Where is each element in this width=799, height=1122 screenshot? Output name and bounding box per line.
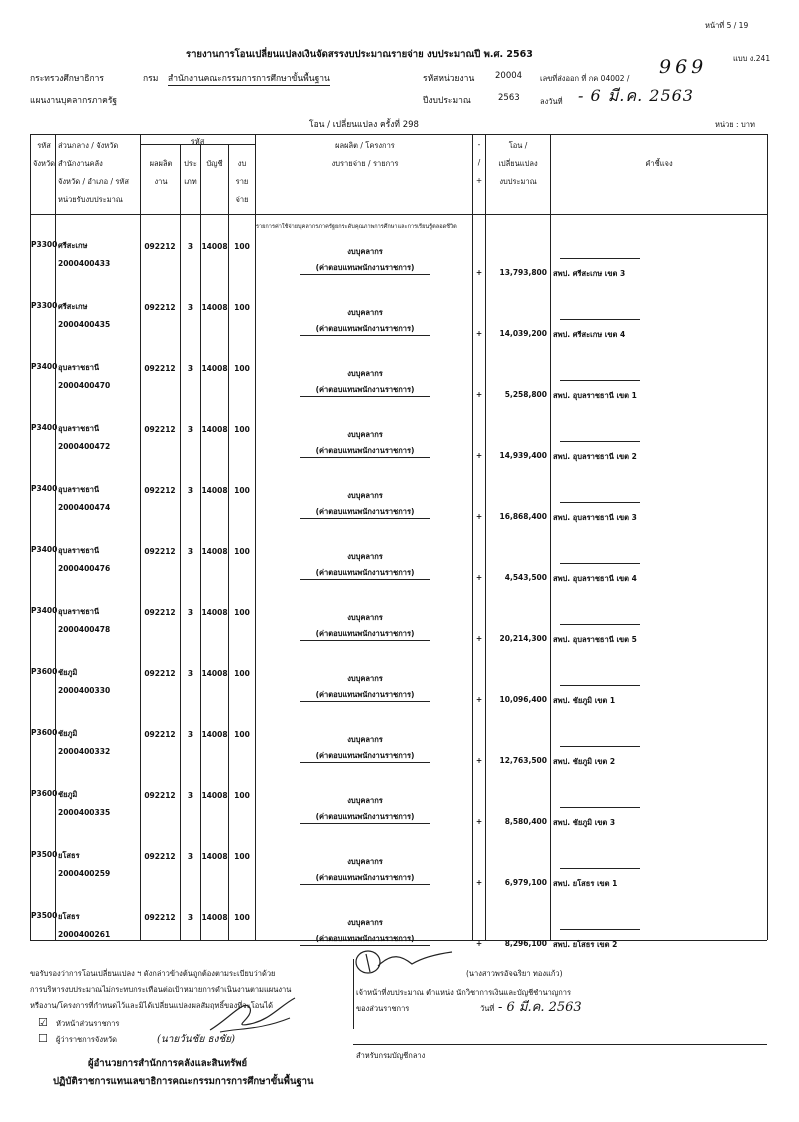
row-9-amount: 12,763,500 <box>499 756 547 765</box>
row-8-output: 092212 <box>144 669 176 678</box>
row-11-unit: 2000400259 <box>58 869 111 878</box>
row-1-sign: + <box>475 268 483 277</box>
row-12-prov: P3500 <box>31 911 58 920</box>
row-4-sign: + <box>475 451 483 460</box>
row-7-amount: 20,214,300 <box>499 634 547 643</box>
row-11-item1: งบบุคลากร <box>347 857 383 866</box>
header-c3-line-2: งาน <box>154 177 168 186</box>
row-7-item1: งบบุคลากร <box>347 613 383 622</box>
row-2-acct: 14008 <box>201 303 228 312</box>
cgd-label: สำหรับกรมบัญชีกลาง <box>356 1051 426 1060</box>
header-c1-line-2: จังหวัด <box>32 159 56 168</box>
row-8-item-rule <box>300 701 430 702</box>
row-3-type: 3 <box>187 364 194 373</box>
header-c10-line-1: คำชี้แจง <box>645 159 673 168</box>
row-12-note: สพป. ยโสธร เขต 2 <box>553 940 618 949</box>
row-6-type: 3 <box>187 547 194 556</box>
row-10-note: สพป. ชัยภูมิ เขต 3 <box>553 818 616 827</box>
row-7-sign: + <box>475 634 483 643</box>
row-12-budget: 100 <box>234 913 250 922</box>
header-c4-line-2: เภท <box>184 177 197 186</box>
row-11-budget: 100 <box>234 852 250 861</box>
signature-left <box>190 988 300 1038</box>
row-9-sign: + <box>475 756 483 765</box>
row-5-name: อุบลราชธานี <box>58 485 100 494</box>
row-7-budget: 100 <box>234 608 250 617</box>
certify-line-1: ขอรับรองว่าการโอนเปลี่ยนแปลง ฯ ดังกล่าวข้างต้นถูกต้องตามระเบียบว่าด้วย <box>30 969 276 978</box>
ministry-label: กระทรวงศึกษาธิการ <box>30 74 104 84</box>
row-5-prov: P3400 <box>31 484 58 493</box>
row-11-note: สพป. ยโสธร เขต 1 <box>553 879 618 888</box>
row-4-amount: 14,939,400 <box>499 451 547 460</box>
row-4-unit: 2000400472 <box>58 442 111 451</box>
row-11-note-rule <box>560 868 640 869</box>
row-4-note: สพป. อุบลราชธานี เขต 2 <box>553 452 637 461</box>
row-12-item2: (ค่าตอบแทนพนักงานราชการ) <box>315 934 415 943</box>
row-9-type: 3 <box>187 730 194 739</box>
row-2-prov: P3300 <box>31 301 58 310</box>
header-c2-line-1: ส่วนกลาง / จังหวัด <box>58 141 119 150</box>
form-code: แบบ ง.241 <box>733 54 771 63</box>
row-10-prov: P3600 <box>31 789 58 798</box>
header-c9-line-3: งบประมาณ <box>499 177 537 186</box>
row-5-acct: 14008 <box>201 486 228 495</box>
header-c8-line-1: - <box>477 140 481 149</box>
row-6-output: 092212 <box>144 547 176 556</box>
row-9-note: สพป. ชัยภูมิ เขต 2 <box>553 757 616 766</box>
agency-code-label: รหัสหน่วยงาน <box>423 74 475 84</box>
row-2-unit: 2000400435 <box>58 320 111 329</box>
row-4-budget: 100 <box>234 425 250 434</box>
row-3-item2: (ค่าตอบแทนพนักงานราชการ) <box>315 385 415 394</box>
row-7-item-rule <box>300 640 430 641</box>
row-8-amount: 10,096,400 <box>499 695 547 704</box>
row-7-acct: 14008 <box>201 608 228 617</box>
row-5-type: 3 <box>187 486 194 495</box>
row-9-item1: งบบุคลากร <box>347 735 383 744</box>
row-10-unit: 2000400335 <box>58 808 111 817</box>
row-3-amount: 5,258,800 <box>504 390 547 399</box>
row-2-name: ศรีสะเกษ <box>58 302 88 311</box>
row-4-item2: (ค่าตอบแทนพนักงานราชการ) <box>315 446 415 455</box>
signature-right <box>352 946 462 976</box>
row-7-type: 3 <box>187 608 194 617</box>
header-c7-line-2: งบรายจ่าย / รายการ <box>331 159 399 168</box>
header-c7-line-1: ผลผลิต / โครงการ <box>335 141 395 150</box>
row-8-budget: 100 <box>234 669 250 678</box>
row-5-item1: งบบุคลากร <box>347 491 383 500</box>
row-4-item1: งบบุคลากร <box>347 430 383 439</box>
row-7-note: สพป. อุบลราชธานี เขต 5 <box>553 635 637 644</box>
row-1-acct: 14008 <box>201 242 228 251</box>
row-5-budget: 100 <box>234 486 250 495</box>
row-6-prov: P3400 <box>31 545 58 554</box>
department-label: กรม <box>143 74 159 84</box>
row-1-budget: 100 <box>234 242 250 251</box>
header-c4-line-1: ประ <box>184 159 197 168</box>
row-2-item-rule <box>300 335 430 336</box>
row-6-amount: 4,543,500 <box>504 573 547 582</box>
project-note: รายการค่าใช้จ่ายบุคลากรภาครัฐยกระดับคุณภาพการศึกษาและการเรียนรู้ตลอดชีวิต <box>256 224 457 230</box>
row-4-acct: 14008 <box>201 425 228 434</box>
check-label-head: หัวหน้าส่วนราชการ <box>56 1019 120 1028</box>
page-number: หน้าที่ 5 / 19 <box>705 21 749 30</box>
row-12-note-rule <box>560 929 640 930</box>
row-12-unit: 2000400261 <box>58 930 111 939</box>
row-8-item2: (ค่าตอบแทนพนักงานราชการ) <box>315 690 415 699</box>
row-11-name: ยโสธร <box>58 851 80 860</box>
row-3-note: สพป. อุบลราชธานี เขต 1 <box>553 391 637 400</box>
row-10-item-rule <box>300 823 430 824</box>
signer-title-2: ปฏิบัติราชการแทนเลขาธิการคณะกรรมการการศึกษาขั้นพื้นฐาน <box>53 1076 314 1087</box>
unit-label: หน่วย : บาท <box>715 120 755 129</box>
row-12-item1: งบบุคลากร <box>347 918 383 927</box>
row-3-note-rule <box>560 380 640 381</box>
checkbox-governor[interactable]: ☐ <box>38 1032 48 1045</box>
row-11-item2: (ค่าตอบแทนพนักงานราชการ) <box>315 873 415 882</box>
row-9-prov: P3600 <box>31 728 58 737</box>
header-c1-line-1: รหัส <box>37 141 51 150</box>
row-11-acct: 14008 <box>201 852 228 861</box>
header-c2-line-3: จังหวัด / อำเภอ / รหัส <box>58 177 129 186</box>
row-5-output: 092212 <box>144 486 176 495</box>
agency-code: 20004 <box>495 71 523 81</box>
row-5-item2: (ค่าตอบแทนพนักงานราชการ) <box>315 507 415 516</box>
row-8-acct: 14008 <box>201 669 228 678</box>
officer-name: (นางสาวพรอัจฉริยา ทองแก้ว) <box>466 969 563 978</box>
row-6-item-rule <box>300 579 430 580</box>
header-c2-line-4: หน่วยรับงบประมาณ <box>58 195 123 204</box>
row-8-item1: งบบุคลากร <box>347 674 383 683</box>
row-1-prov: P3300 <box>31 240 58 249</box>
row-4-output: 092212 <box>144 425 176 434</box>
row-9-item-rule <box>300 762 430 763</box>
row-6-budget: 100 <box>234 547 250 556</box>
row-1-unit: 2000400433 <box>58 259 111 268</box>
date-value: - 6 มี.ค. 2563 <box>578 86 694 105</box>
header-c9-line-1: โอน / <box>508 141 528 150</box>
fiscal-year-label: ปีงบประมาณ <box>423 96 471 106</box>
doc-number: 969 <box>659 56 708 78</box>
row-6-unit: 2000400476 <box>58 564 111 573</box>
row-10-item1: งบบุคลากร <box>347 796 383 805</box>
row-9-budget: 100 <box>234 730 250 739</box>
row-6-item2: (ค่าตอบแทนพนักงานราชการ) <box>315 568 415 577</box>
row-8-name: ชัยภูมิ <box>58 668 78 677</box>
officer-line-1: เจ้าหน้าที่งบประมาณ ตำแหน่ง นักวิชาการเงินและบัญชีชำนาญการ <box>356 988 571 997</box>
row-8-note-rule <box>560 685 640 686</box>
row-6-sign: + <box>475 573 483 582</box>
row-11-sign: + <box>475 878 483 887</box>
row-1-note-rule <box>560 258 640 259</box>
row-10-output: 092212 <box>144 791 176 800</box>
row-7-note-rule <box>560 624 640 625</box>
header-c6-line-1: งบ <box>237 159 247 168</box>
row-3-prov: P3400 <box>31 362 58 371</box>
row-2-type: 3 <box>187 303 194 312</box>
row-2-sign: + <box>475 329 483 338</box>
row-9-item2: (ค่าตอบแทนพนักงานราชการ) <box>315 751 415 760</box>
row-11-type: 3 <box>187 852 194 861</box>
row-8-prov: P3600 <box>31 667 58 676</box>
fiscal-year: 2563 <box>498 93 520 103</box>
row-11-amount: 6,979,100 <box>504 878 547 887</box>
row-4-item-rule <box>300 457 430 458</box>
row-7-output: 092212 <box>144 608 176 617</box>
row-3-budget: 100 <box>234 364 250 373</box>
row-8-type: 3 <box>187 669 194 678</box>
row-9-unit: 2000400332 <box>58 747 111 756</box>
header-c8-line-3: + <box>475 176 483 185</box>
doc-number-label: เลขที่ส่งออก ที่ กค 04002 / <box>540 74 630 83</box>
row-11-prov: P3500 <box>31 850 58 859</box>
row-1-note: สพป. ศรีสะเกษ เขต 3 <box>553 269 626 278</box>
certify-line-2: การบริหารงบประมาณไม่กระทบกระเทือนต่อเป้าหมายการดำเนินงานตามแผนงาน <box>30 985 292 994</box>
row-12-name: ยโสธร <box>58 912 80 921</box>
row-2-budget: 100 <box>234 303 250 312</box>
department-value: สำนักงานคณะกรรมการการศึกษาขั้นพื้นฐาน <box>168 71 330 86</box>
row-12-sign: + <box>475 939 483 948</box>
report-title: รายงานการโอนเปลี่ยนแปลงเงินจัดสรรงบประมาณรายจ่าย งบประมาณปี พ.ศ. 2563 <box>186 49 533 60</box>
row-10-sign: + <box>475 817 483 826</box>
certify-line-3: หรืองาน/โครงการที่กำหนดไว้และมิได้เปลี่ยนแปลงผลสัมฤทธิ์ของที่จะโอนได้ <box>30 1001 274 1010</box>
footer-rule <box>353 1044 767 1045</box>
row-4-note-rule <box>560 441 640 442</box>
row-10-item2: (ค่าตอบแทนพนักงานราชการ) <box>315 812 415 821</box>
row-5-unit: 2000400474 <box>58 503 111 512</box>
row-7-item2: (ค่าตอบแทนพนักงานราชการ) <box>315 629 415 638</box>
row-11-output: 092212 <box>144 852 176 861</box>
row-1-amount: 13,793,800 <box>499 268 547 277</box>
row-12-output: 092212 <box>144 913 176 922</box>
row-9-output: 092212 <box>144 730 176 739</box>
row-2-amount: 14,039,200 <box>499 329 547 338</box>
plan-label: แผนงานบุคลากรภาครัฐ <box>30 96 118 106</box>
row-3-item-rule <box>300 396 430 397</box>
row-2-note-rule <box>560 319 640 320</box>
row-12-acct: 14008 <box>201 913 228 922</box>
row-5-amount: 16,868,400 <box>499 512 547 521</box>
row-7-name: อุบลราชธานี <box>58 607 100 616</box>
row-2-item2: (ค่าตอบแทนพนักงานราชการ) <box>315 324 415 333</box>
header-c5-line-1: บัญชี <box>206 159 223 168</box>
transfer-number: โอน / เปลี่ยนแปลง ครั้งที่ 298 <box>309 120 419 130</box>
row-2-note: สพป. ศรีสะเกษ เขต 4 <box>553 330 626 339</box>
row-5-sign: + <box>475 512 483 521</box>
row-4-name: อุบลราชธานี <box>58 424 100 433</box>
row-1-item1: งบบุคลากร <box>347 247 383 256</box>
row-1-name: ศรีสะเกษ <box>58 241 88 250</box>
row-6-item1: งบบุคลากร <box>347 552 383 561</box>
header-c6-line-2: ราย <box>235 177 249 186</box>
row-10-budget: 100 <box>234 791 250 800</box>
row-2-output: 092212 <box>144 303 176 312</box>
officer-line-2: ของส่วนราชการ <box>356 1004 410 1013</box>
row-4-type: 3 <box>187 425 194 434</box>
row-4-prov: P3400 <box>31 423 58 432</box>
row-7-prov: P3400 <box>31 606 58 615</box>
row-5-note: สพป. อุบลราชธานี เขต 3 <box>553 513 637 522</box>
row-7-unit: 2000400478 <box>58 625 111 634</box>
header-c2-line-2: สำนักงานคลัง <box>58 159 103 168</box>
row-6-name: อุบลราชธานี <box>58 546 100 555</box>
row-1-type: 3 <box>187 242 194 251</box>
row-12-amount: 8,296,100 <box>504 939 547 948</box>
row-3-acct: 14008 <box>201 364 228 373</box>
date-label: ลงวันที่ <box>540 97 563 106</box>
row-8-sign: + <box>475 695 483 704</box>
row-6-note-rule <box>560 563 640 564</box>
officer-date: - 6 มี.ค. 2563 <box>498 1000 582 1015</box>
row-10-name: ชัยภูมิ <box>58 790 78 799</box>
row-3-output: 092212 <box>144 364 176 373</box>
row-8-unit: 2000400330 <box>58 686 111 695</box>
row-1-item-rule <box>300 274 430 275</box>
header-c6-line-3: จ่าย <box>235 195 249 204</box>
row-2-item1: งบบุคลากร <box>347 308 383 317</box>
row-3-name: อุบลราชธานี <box>58 363 100 372</box>
row-11-item-rule <box>300 884 430 885</box>
signer-title-1: ผู้อำนวยการสำนักการคลังและสินทรัพย์ <box>88 1058 248 1069</box>
row-12-type: 3 <box>187 913 194 922</box>
row-9-name: ชัยภูมิ <box>58 729 78 738</box>
row-8-note: สพป. ชัยภูมิ เขต 1 <box>553 696 616 705</box>
header-c8-line-2: / <box>477 158 481 167</box>
row-10-type: 3 <box>187 791 194 800</box>
row-9-acct: 14008 <box>201 730 228 739</box>
row-6-note: สพป. อุบลราชธานี เขต 4 <box>553 574 637 583</box>
header-c9-line-2: เปลี่ยนแปลง <box>498 159 538 168</box>
row-3-sign: + <box>475 390 483 399</box>
header-code-group: รหัส <box>190 137 205 146</box>
officer-date-label: วันที่ <box>480 1004 495 1013</box>
row-10-amount: 8,580,400 <box>504 817 547 826</box>
row-3-unit: 2000400470 <box>58 381 111 390</box>
row-5-note-rule <box>560 502 640 503</box>
row-3-item1: งบบุคลากร <box>347 369 383 378</box>
row-6-acct: 14008 <box>201 547 228 556</box>
row-10-acct: 14008 <box>201 791 228 800</box>
signer-name: (นายวันชัย ธงชัย) <box>157 1034 236 1045</box>
row-9-note-rule <box>560 746 640 747</box>
row-5-item-rule <box>300 518 430 519</box>
row-1-output: 092212 <box>144 242 176 251</box>
check-label-governor: ผู้ว่าราชการจังหวัด <box>56 1035 118 1044</box>
row-10-note-rule <box>560 807 640 808</box>
checkbox-head-of-agency[interactable]: ☑ <box>38 1016 48 1029</box>
row-1-item2: (ค่าตอบแทนพนักงานราชการ) <box>315 263 415 272</box>
header-c3-line-1: ผลผลิต <box>149 159 173 168</box>
